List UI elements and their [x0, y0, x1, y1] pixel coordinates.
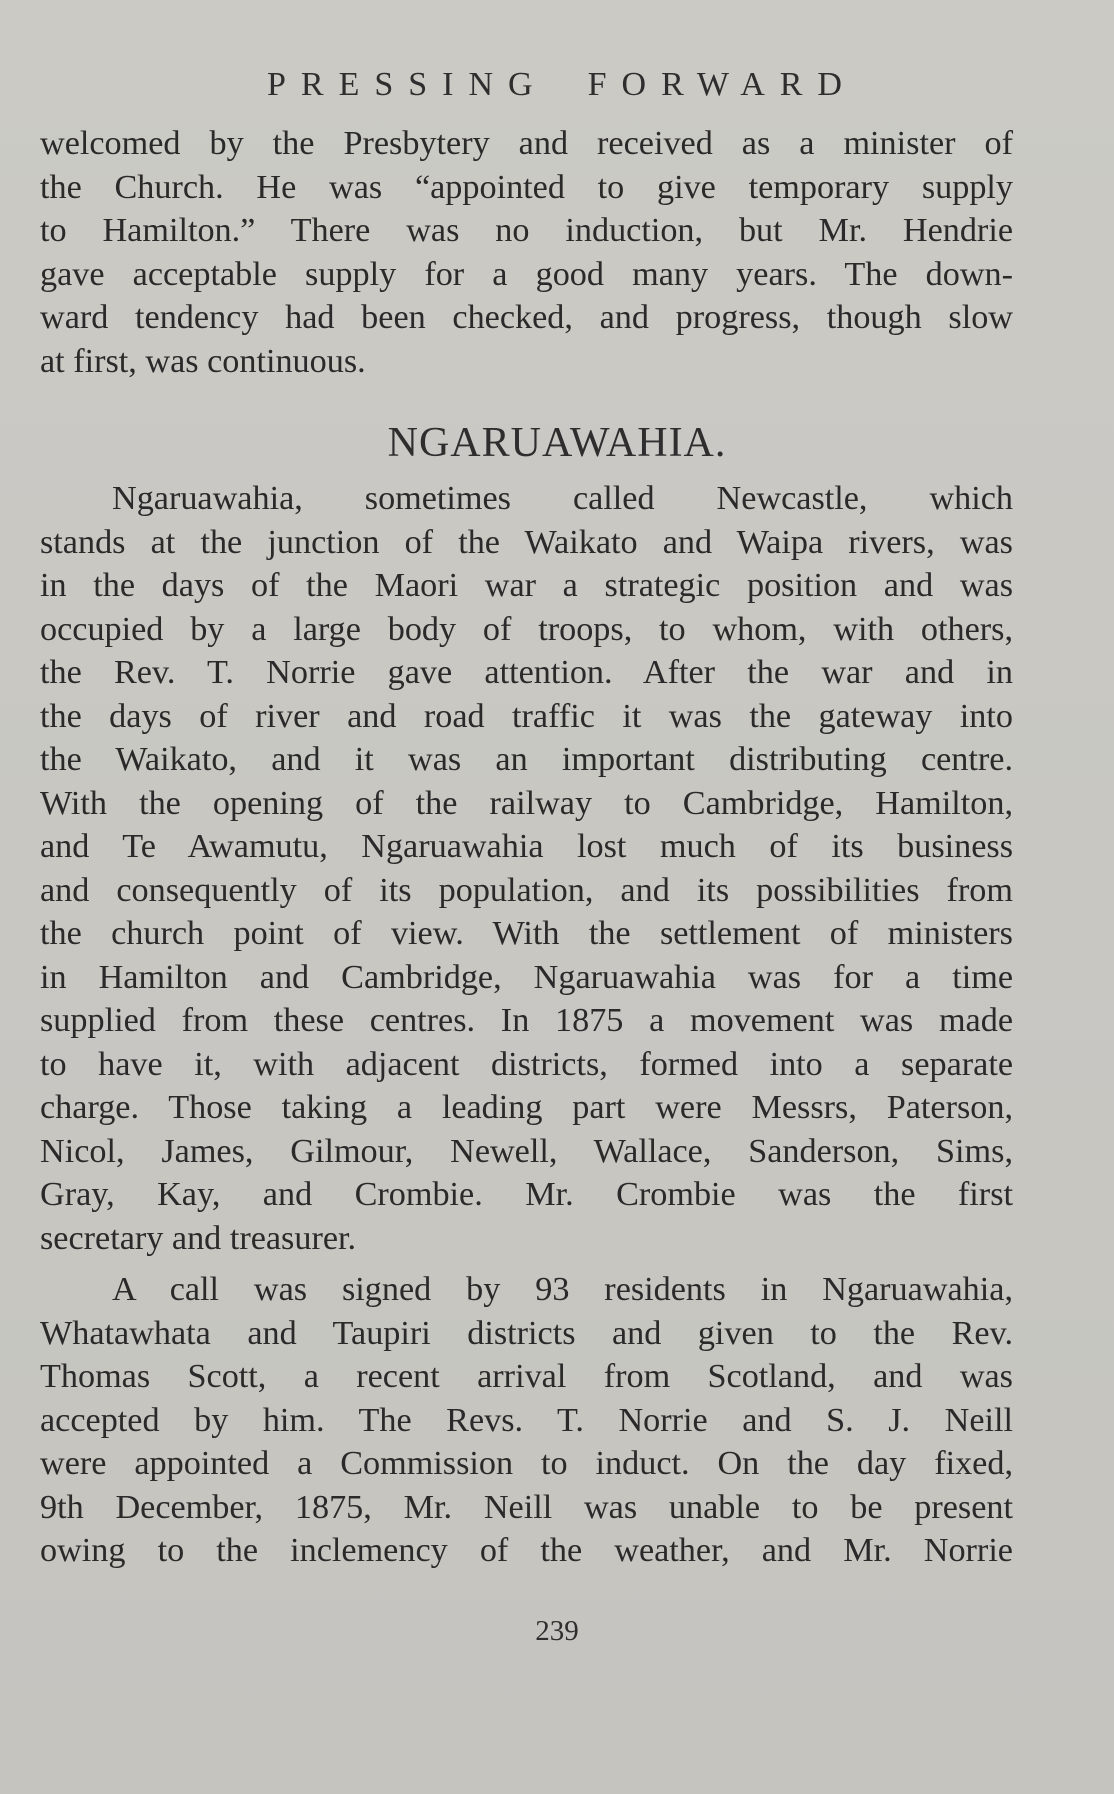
text-line: the Church. He was “appointed to give temporary supply — [40, 168, 1013, 206]
text-line: Ngaruawahia, sometimes called Newcastle, which — [112, 480, 1013, 517]
text-line: in Hamilton and Cambridge, Ngaruawahia was for a time — [40, 958, 1013, 996]
text-line: the days of river and road traffic it was the gateway into — [40, 697, 1013, 735]
text-line: secretary and treasurer. — [40, 1219, 357, 1257]
text-line: owing to the inclemency of the weather, and Mr. Norrie — [40, 1532, 1013, 1569]
text-line: the church point of view. With the settlement of ministers — [40, 915, 1013, 952]
text-line: A call was signed by 93 residents in Ngaruawahia, — [112, 1271, 1013, 1308]
text-line: gave acceptable supply for a good many years. The down- — [40, 255, 1013, 293]
text-line: in the days of the Maori war a strategic position and was — [40, 567, 1013, 604]
text-line: supplied from these centres. In 1875 a movement was made — [40, 1002, 1013, 1039]
intro-paragraph — [40, 122, 1013, 383]
text-line: at first, was continuous. — [40, 342, 366, 380]
text-line: and consequently of its population, and its possibilities from — [40, 871, 1013, 909]
text-line: Thomas Scott, a recent arrival from Scotland, and was — [40, 1358, 1013, 1395]
page-number: 239 — [535, 1615, 579, 1647]
text-line: 9th December, 1875, Mr. Neill was unable to be present — [40, 1488, 1013, 1526]
text-line: to have it, with adjacent districts, formed into a separate — [40, 1045, 1013, 1083]
section-heading: NGARUAWAHIA. — [387, 420, 727, 466]
text-line: charge. Those taking a leading part were Messrs, Paterson, — [40, 1089, 1013, 1126]
paragraph-2 — [40, 1268, 1013, 1573]
text-line: and Te Awamutu, Ngaruawahia lost much of its business — [40, 828, 1013, 865]
text-line: to Hamilton.” There was no induction, but Mr. Hendrie — [40, 212, 1013, 249]
text-line: the Rev. T. Norrie gave attention. After the war and in — [40, 654, 1013, 691]
running-head — [0, 66, 1114, 104]
text-line: With the opening of the railway to Cambridge, Hamilton, — [40, 784, 1013, 822]
text-line: ward tendency had been checked, and progress, though slow — [40, 299, 1013, 336]
text-line: occupied by a large body of troops, to whom, with others, — [40, 610, 1013, 648]
text-line: accepted by him. The Revs. T. Norrie and S. J. Neill — [40, 1401, 1013, 1439]
text-line: Nicol, James, Gilmour, Newell, Wallace, Sanderson, Sims, — [40, 1132, 1013, 1170]
text-line: Gray, Kay, and Crombie. Mr. Crombie was the first — [40, 1176, 1013, 1213]
text-line: stands at the junction of the Waikato and Waipa rivers, was — [40, 523, 1013, 561]
running-head-word-2: FORWARD — [587, 66, 857, 103]
text-line: were appointed a Commission to induct. On the day fixed, — [40, 1445, 1013, 1482]
running-head-word-1: PRESSING — [267, 66, 548, 103]
text-line: welcomed by the Presbytery and received as a minister of — [40, 125, 1013, 162]
text-line: Whatawhata and Taupiri districts and given to the Rev. — [40, 1314, 1013, 1352]
text-line: the Waikato, and it was an important distributing centre. — [40, 741, 1013, 778]
paragraph-1 — [40, 477, 1013, 1260]
